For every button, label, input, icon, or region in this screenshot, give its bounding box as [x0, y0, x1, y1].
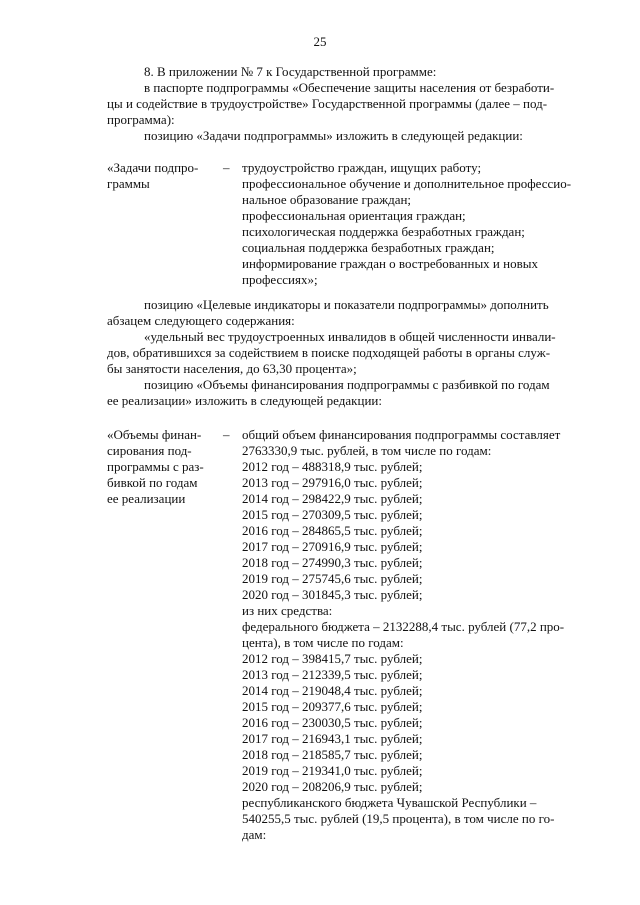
- list-item: 2018 год – 218585,7 тыс. рублей;: [242, 747, 423, 762]
- list-item: профессиональное обучение и дополнительное профессио-: [242, 176, 572, 191]
- funding-label-line: программы с раз-: [107, 459, 204, 474]
- list-item: 2017 год – 270916,9 тыс. рублей;: [242, 539, 423, 554]
- list-item: 2016 год – 230030,5 тыс. рублей;: [242, 715, 423, 730]
- list-item: 2018 год – 274990,3 тыс. рублей;: [242, 555, 423, 570]
- indicators-line: позицию «Целевые индикаторы и показатели подпрограммы» дополнить: [144, 297, 549, 312]
- tasks-label-line: «Задачи подпро-: [107, 160, 199, 175]
- list-item: 2019 год – 275745,6 тыс. рублей;: [242, 571, 423, 586]
- list-item: из них средства:: [242, 603, 333, 618]
- tasks-dash: –: [223, 160, 230, 175]
- intro-line: в паспорте подпрограммы «Обеспечение защиты населения от безработи-: [144, 80, 555, 95]
- list-item: цента), в том числе по годам:: [242, 635, 404, 650]
- funding-label-line: бивкой по годам: [107, 475, 198, 490]
- indicators-line: дов, обратившихся за содействием в поиске подходящей работы в органы служ-: [107, 345, 551, 360]
- tasks-list: [242, 160, 595, 288]
- tasks-label-line: граммы: [107, 176, 150, 191]
- funding-label: [107, 427, 215, 507]
- list-item: федерального бюджета – 2132288,4 тыс. рублей (77,2 про-: [242, 619, 565, 634]
- list-item: 2016 год – 284865,5 тыс. рублей;: [242, 523, 423, 538]
- list-item: 2020 год – 301845,3 тыс. рублей;: [242, 587, 423, 602]
- list-item: 2014 год – 219048,4 тыс. рублей;: [242, 683, 423, 698]
- intro-line: позицию «Задачи подпрограммы» изложить в следующей редакции:: [144, 128, 523, 143]
- intro-heading: 8. В приложении № 7 к Государственной программе:: [144, 64, 437, 79]
- indicators-line: «удельный вес трудоустроенных инвалидов в общей численности инвали-: [144, 329, 556, 344]
- funding-label-line: ее реализации: [107, 491, 186, 506]
- list-item: 2014 год – 298422,9 тыс. рублей;: [242, 491, 423, 506]
- list-item: 2013 год – 212339,5 тыс. рублей;: [242, 667, 423, 682]
- list-item: 2013 год – 297916,0 тыс. рублей;: [242, 475, 423, 490]
- list-item: информирование граждан о востребованных и новых: [242, 256, 538, 271]
- indicators-line: бы занятости населения, до 63,30 процента»;: [107, 361, 357, 376]
- tasks-label: [107, 160, 215, 192]
- indicators-block: [107, 297, 595, 409]
- indicators-line: ее реализации» изложить в следующей редакции:: [107, 393, 382, 408]
- funding-dash: –: [223, 427, 230, 442]
- list-item: дам:: [242, 827, 267, 842]
- list-item: трудоустройство граждан, ищущих работу;: [242, 160, 482, 175]
- list-item: профессиях»;: [242, 272, 318, 287]
- list-item: 2015 год – 209377,6 тыс. рублей;: [242, 699, 423, 714]
- funding-table: [107, 427, 595, 857]
- list-item: социальная поддержка безработных граждан;: [242, 240, 495, 255]
- list-item: общий объем финансирования подпрограммы составляет: [242, 427, 561, 442]
- list-item: психологическая поддержка безработных граждан;: [242, 224, 525, 239]
- list-item: 2020 год – 208206,9 тыс. рублей;: [242, 779, 423, 794]
- list-item: 540255,5 тыс. рублей (19,5 процента), в том числе по го-: [242, 811, 555, 826]
- list-item: 2763330,9 тыс. рублей, в том числе по годам:: [242, 443, 492, 458]
- list-item: нальное образование граждан;: [242, 192, 412, 207]
- intro-line: цы и содействие в трудоустройстве» Государственной программы (далее – под-: [107, 96, 548, 111]
- indicators-line: позицию «Объемы финансирования подпрограммы с разбивкой по годам: [144, 377, 550, 392]
- intro-block: [107, 64, 595, 144]
- list-item: республиканского бюджета Чувашской Республики –: [242, 795, 537, 810]
- funding-label-line: «Объемы финан-: [107, 427, 202, 442]
- list-item: 2017 год – 216943,1 тыс. рублей;: [242, 731, 423, 746]
- list-item: 2012 год – 488318,9 тыс. рублей;: [242, 459, 423, 474]
- intro-line: программа):: [107, 112, 175, 127]
- list-item: 2012 год – 398415,7 тыс. рублей;: [242, 651, 423, 666]
- funding-label-line: сирования под-: [107, 443, 192, 458]
- tasks-table: [107, 160, 595, 290]
- page-number: 25: [313, 34, 327, 49]
- list-item: 2015 год – 270309,5 тыс. рублей;: [242, 507, 423, 522]
- list-item: 2019 год – 219341,0 тыс. рублей;: [242, 763, 423, 778]
- indicators-line: абзацем следующего содержания:: [107, 313, 295, 328]
- list-item: профессиональная ориентация граждан;: [242, 208, 466, 223]
- funding-list: [242, 427, 595, 843]
